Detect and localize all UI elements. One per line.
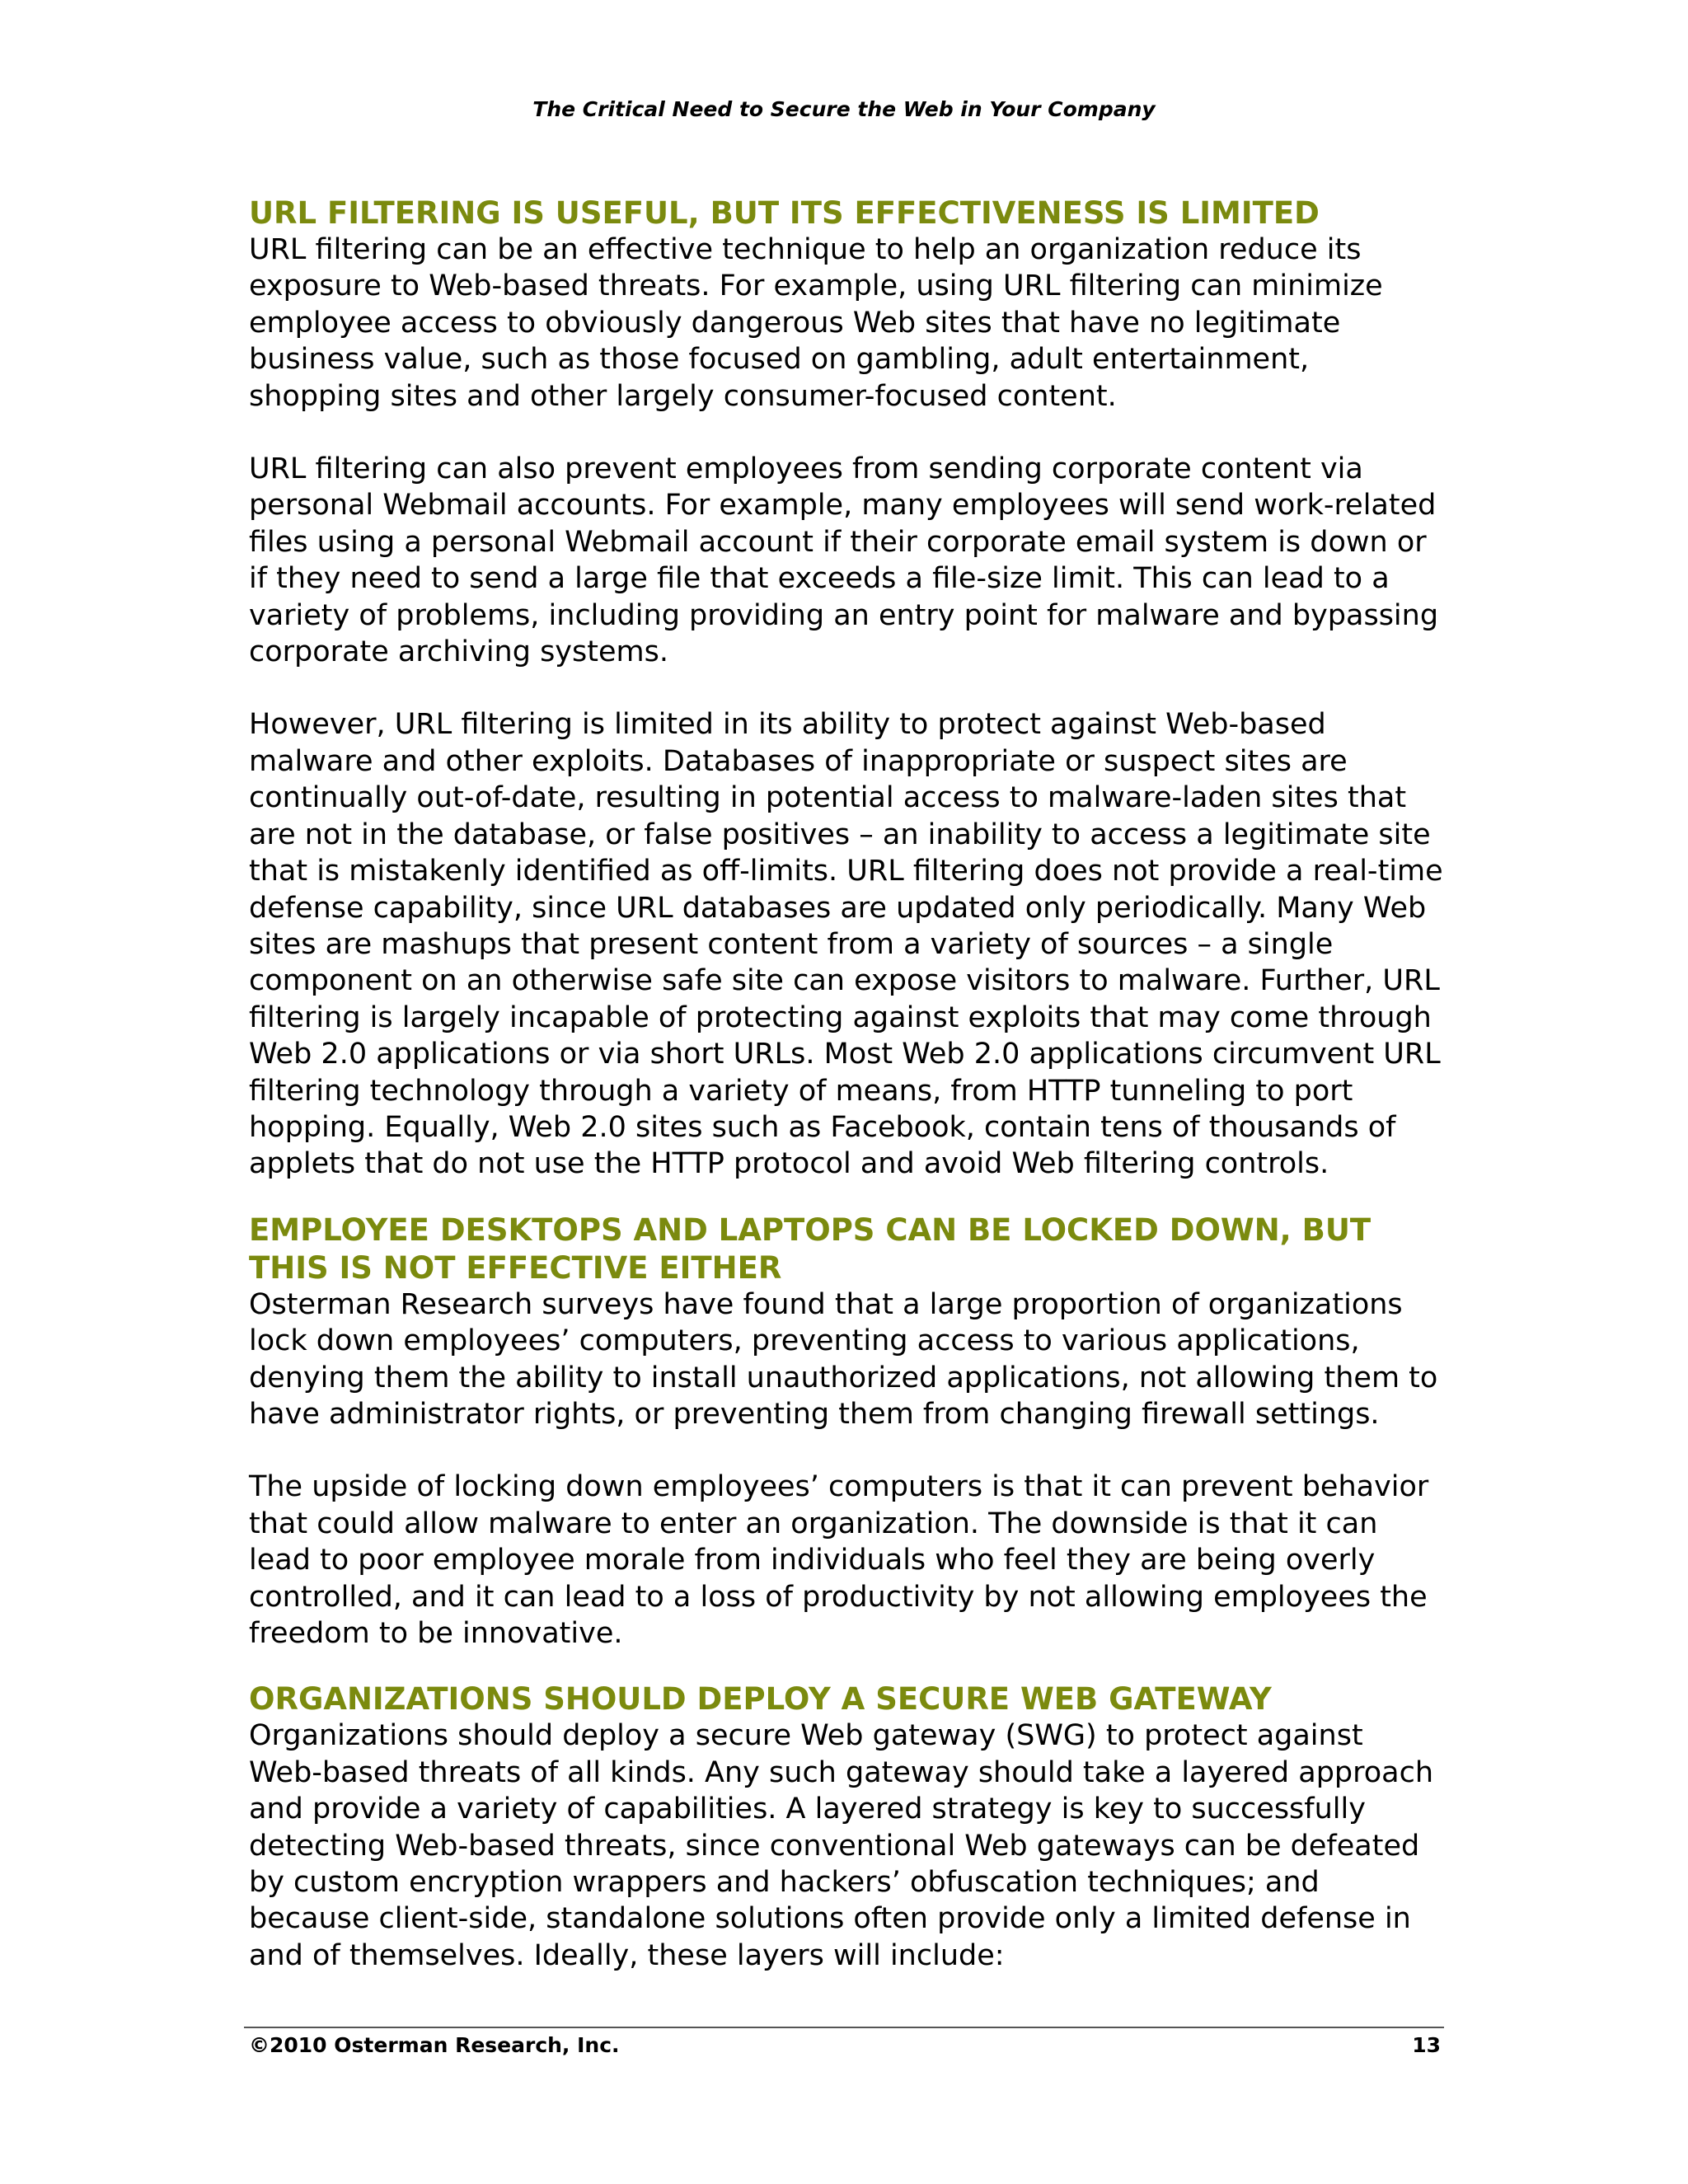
- paragraph: Osterman Research surveys have found that a large proportion of organizations lock down employees’ computers, preventing access to various applications, denying them the ability to install unauthorized applications, not allowing them to have administrator rights, or preventing them from changing firewall settings.: [249, 1287, 1438, 1431]
- paragraph: URL filtering can be an effective technique to help an organization reduce its exposure to Web-based threats. For example, using URL filtering can minimize employee access to obviously dangerous Web sites that have no legitimate business value, such as those focused on gambling, adult entertainment, shopping sites and other largely consumer-focused content.: [249, 233, 1383, 413]
- page-number: 13: [1412, 2033, 1441, 2057]
- paragraph: The upside of locking down employees’ computers is that it can prevent behavior that could allow malware to enter an organization. The downside is that it can lead to poor employee morale from individuals who feel they are being overly controlled, and it can lead to a loss of productivity by not allowing employees the freedom to be innovative.: [249, 1470, 1429, 1650]
- footer-copyright: ©2010 Osterman Research, Inc.: [249, 2033, 620, 2057]
- section-heading-secure-web-gateway: ORGANIZATIONS SHOULD DEPLOY A SECURE WEB GATEWAY: [249, 1681, 1272, 1718]
- paragraph: Organizations should deploy a secure Web gateway (SWG) to protect against Web-based threats of all kinds. Any such gateway should take a layered approach and provide a variety of capabilities. A layered strategy is key to successfully detecting Web-based threats, since conventional Web gateways can be defeated by custom encryption wrappers and hackers’ obfuscation techniques; and because client-side, standalone solutions often provide only a limited defense in and of themselves. Ideally, these layers will include:: [249, 1719, 1434, 1972]
- section-heading-lockdown: EMPLOYEE DESKTOPS AND LAPTOPS CAN BE LOCKED DOWN, BUT THIS IS NOT EFFECTIVE EITHER: [249, 1212, 1372, 1286]
- page-body: [249, 194, 1444, 1974]
- section-heading-url-filtering: URL FILTERING IS USEFUL, BUT ITS EFFECTIVENESS IS LIMITED: [249, 195, 1320, 231]
- paragraph: However, URL filtering is limited in its ability to protect against Web-based malware and other exploits. Databases of inappropriate or suspect sites are continually out-of-date, resulting in potential access to malware-laden sites that are not in the database, or false positives – an inability to access a legitimate site that is mistakenly identified as off-limits. URL filtering does not provide a real-time defense capability, since URL databases are updated only periodically. Many Web sites are mashups that present content from a variety of sources – a single component on an otherwise safe site can expose visitors to malware. Further, URL filtering is largely incapable of protecting against exploits that may come through Web 2.0 applications or via short URLs. Most Web 2.0 applications circumvent URL filtering technology through a variety of means, from HTTP tunneling to port hopping. Equally, Web 2.0 sites such as Facebook, contain tens of thousands of applets that do not use the HTTP protocol and avoid Web filtering controls.: [249, 708, 1443, 1181]
- paragraph: URL filtering can also prevent employees from sending corporate content via personal Webmail accounts. For example, many employees will send work-related files using a personal Webmail account if their corporate email system is down or if they need to send a large file that exceeds a file-size limit. This can lead to a variety of problems, including providing an entry point for malware and bypassing corporate archiving systems.: [249, 452, 1439, 669]
- footer-divider: [244, 2027, 1444, 2028]
- running-header: The Critical Need to Secure the Web in Your Company: [532, 97, 1156, 121]
